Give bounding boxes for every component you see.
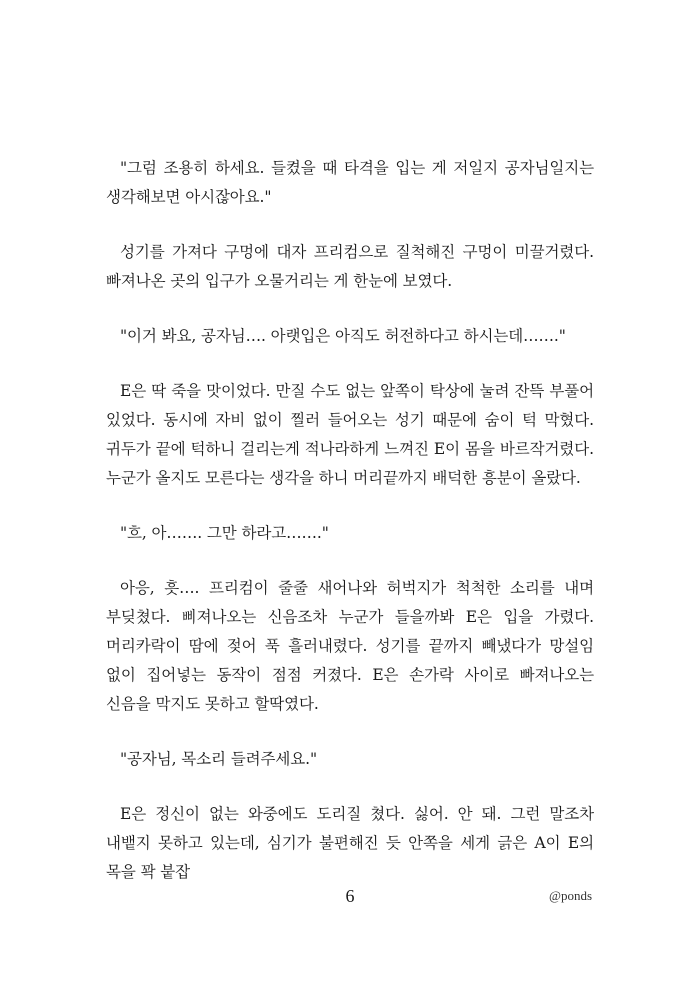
page-footer [0,884,700,908]
paragraph-2: 성기를 가져다 구멍에 대자 프리컴으로 질척해진 구멍이 미끌거렸다. 빠져나온 곳의 입구가 오물거리는 게 한눈에 보였다. [106,243,594,290]
paragraph-4: E은 딱 죽을 맛이었다. 만질 수도 없는 앞쪽이 탁상에 눌려 잔뜩 부풀어 있었다. 동시에 자비 없이 찔러 들어오는 성기 때문에 숨이 턱 막혔다. 귀두가 끝에 턱하니 걸리는게 적나라하게 느껴진 E이 몸을 바르작거렸다. 누군가 올지도 모른다는 생각을 하니 머리끝까지 배덕한 흥분이 올랐다. [106,382,594,487]
paragraph-7: "공자님, 목소리 들려주세요." [120,750,317,768]
paragraph-1: "그럼 조용히 하세요. 들켰을 때 타격을 입는 게 저일지 공자님일지는 생각해보면 아시잖아요." [106,159,594,206]
page-body [106,154,594,913]
page-number: 6 [345,886,355,906]
paragraph-5: "흐, 아……. 그만 하라고……." [120,524,329,542]
paragraph-6: 아응, 흣…. 프리컴이 줄줄 새어나와 허벅지가 척척한 소리를 내며 부딪쳤다. 삐져나오는 신음조차 누군가 들을까봐 E은 입을 가렸다. 머리카락이 땀에 젖어 푹 흘러내렸다. 성기를 끝까지 빼냈다가 망설임 없이 집어넣는 동작이 점점 커졌다. E은 손가락 사이로 빠져나오는 신음을 막지도 못하고 할딱였다. [106,579,594,713]
author-tag: @ponds [548,888,592,903]
paragraph-3: "이거 봐요, 공자님…. 아랫입은 아직도 허전하다고 하시는데……." [120,327,566,345]
paragraph-8: E은 정신이 없는 와중에도 도리질 쳤다. 싫어. 안 돼. 그런 말조차 내뱉지 못하고 있는데, 심기가 불편해진 듯 안쪽을 세게 긁은 A이 E의 목을 꽉 붙잡 [106,805,594,881]
